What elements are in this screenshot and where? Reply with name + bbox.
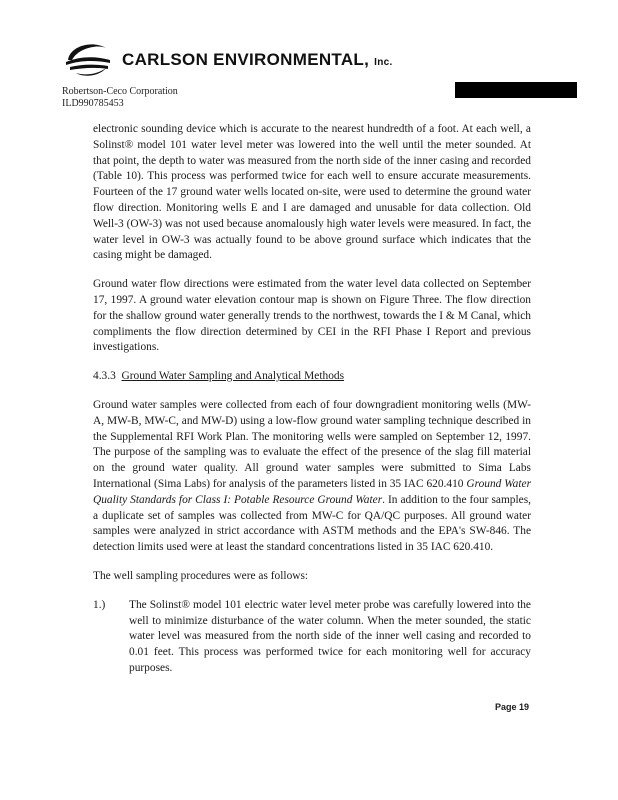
paragraph-sampling (93, 398, 531, 556)
document-body (93, 122, 531, 677)
sampling-text-b: . In addition to the four samples, a duplicate set of samples was collected from MW-C for QA/QC purposes. All ground water samples were analyzed in strict accordance with ASTM methods and the EPA's SW-846. The detection limits used were at least the standard concentrations listed in 35 IAC 620.410. (93, 493, 531, 554)
page-number: Page 19 (495, 702, 530, 712)
company-suffix: Inc. (374, 57, 393, 68)
section-heading (93, 369, 531, 385)
company-logo (62, 38, 114, 78)
client-block (62, 86, 178, 110)
standard-title: Ground Water Quality Standards for Class I: Potable Resource Ground Water (93, 477, 532, 506)
paragraph-flow-direction: Ground water flow directions were estimated from the water level data collected on September 17, 1997. A ground water elevation contour map is shown on Figure Three. The flow direction for the shallow ground water generally trends to the northwest, towards the I & M Canal, which compliments the flow direction determined by CEI in the RFI Phase I Report and previous investigations. (93, 278, 531, 354)
redaction-bar (455, 82, 577, 98)
list-text: The Solinst® model 101 electric water level meter probe was carefully lowered into the well to minimize disturbance of the water column. When the meter sounded, the static water level was measured from the north side of the inner well casing and recorded to 0.01 feet. This process was performed twice for each monitoring well for accuracy purposes. (129, 598, 531, 674)
list-item (93, 598, 531, 677)
section-title: Ground Water Sampling and Analytical Methods (121, 370, 345, 383)
section-number: 4.3.3 (93, 370, 116, 383)
sampling-text-a: Ground water samples were collected from each of four downgradient monitoring wells (MW-A, MW-B, MW-C, and MW-D) using a low-flow ground water sampling technique described in the Supplemental RFI Work Plan. The monitoring wells were sampled on September 12, 1997. The purpose of the sampling was to evaluate the effect of the presence of the slag fill material on the ground water quality. All ground water samples were submitted to Sima Labs International (Sima Labs) for analysis of the parameters listed in 35 IAC 620.410 (93, 398, 531, 490)
client-id: ILD990785453 (62, 98, 124, 109)
company-name: CARLSON ENVIRONMENTAL, Inc. (122, 50, 393, 69)
client-name: Robertson-Ceco Corporation (62, 86, 178, 97)
list-number: 1.) (93, 598, 106, 611)
paragraph-water-level-measurement: electronic sounding device which is accurate to the nearest hundredth of a foot. At each well, a Solinst® model 101 water level meter was lowered into the well until the meter sounded. At that point, the depth to water was measured from the north side of the inner casing and recorded (Table 10). This process was performed twice for each well to ensure accurate measurements. Fourteen of the 17 ground water wells located on-site, were used to determine the ground water flow direction. Monitoring wells E and I are damaged and unusable for data collection. Old Well-3 (OW-3) was not used because anomalously high water levels were measured. In fact, the water level in OW-3 was actually found to be above ground surface which indicates that the casing might be damaged. (93, 123, 531, 262)
paragraph-procedures-intro: The well sampling procedures were as follows: (93, 569, 309, 582)
